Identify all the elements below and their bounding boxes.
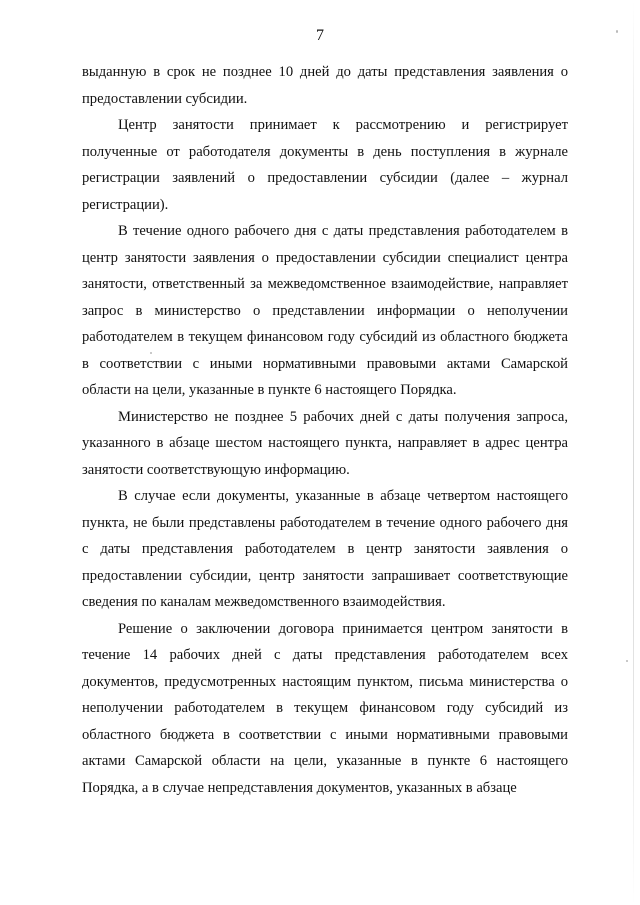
scan-speck xyxy=(150,352,152,354)
paragraph-missing-documents: В случае если документы, указанные в абзаце четвертом настоящего пункта, не были представлены работодателем в течение одного рабочего дня с даты представления работодателем в центр занятости заявления о предоставлении субсидии, центр занятости запрашивает соответствующие сведения по каналам межведомственного взаимодействия. xyxy=(82,488,568,610)
paragraph-registration: Центр занятости принимает к рассмотрению и регистрирует полученные от работодателя документы в день поступления в журнале регистрации заявлений о предоставлении субсидии (далее – журнал регистрации). xyxy=(82,117,568,213)
scan-speck xyxy=(626,660,628,662)
document-body xyxy=(82,59,568,801)
page-number: 7 xyxy=(316,27,324,44)
paragraph-ministry-response: Министерство не позднее 5 рабочих дней с даты получения запроса, указанного в абзаце шестом настоящего пункта, направляет в адрес центра занятости соответствующую информацию. xyxy=(82,408,568,478)
paragraph-request: В течение одного рабочего дня с даты представления работодателем в центр занятости заявления о предоставлении субсидии специалист центра занятости, ответственный за межведомственное взаимодействие, направляет запрос в министерство о представлении информации о неполучении работодателем в текущем финансовом году субсидий из областного бюджета в соответствии с иными нормативными правовыми актами Самарской области на цели, указанные в пункте 6 настоящего Порядка. xyxy=(82,223,568,398)
scan-edge-line xyxy=(633,0,634,905)
scan-speck xyxy=(616,30,618,33)
paragraph-continuation: выданную в срок не позднее 10 дней до даты представления заявления о предоставлении субсидии. xyxy=(82,64,568,107)
paragraph-decision: Решение о заключении договора принимается центром занятости в течение 14 рабочих дней с даты представления работодателем всех документов, предусмотренных настоящим пунктом, письма министерства о неполучении работодателем в текущем финансовом году субсидий из областного бюджета в соответствии с иными нормативными правовыми актами Самарской области на цели, указанные в пункте 6 настоящего Порядка, а в случае непредставления документов, указанных в абзаце xyxy=(82,620,568,796)
